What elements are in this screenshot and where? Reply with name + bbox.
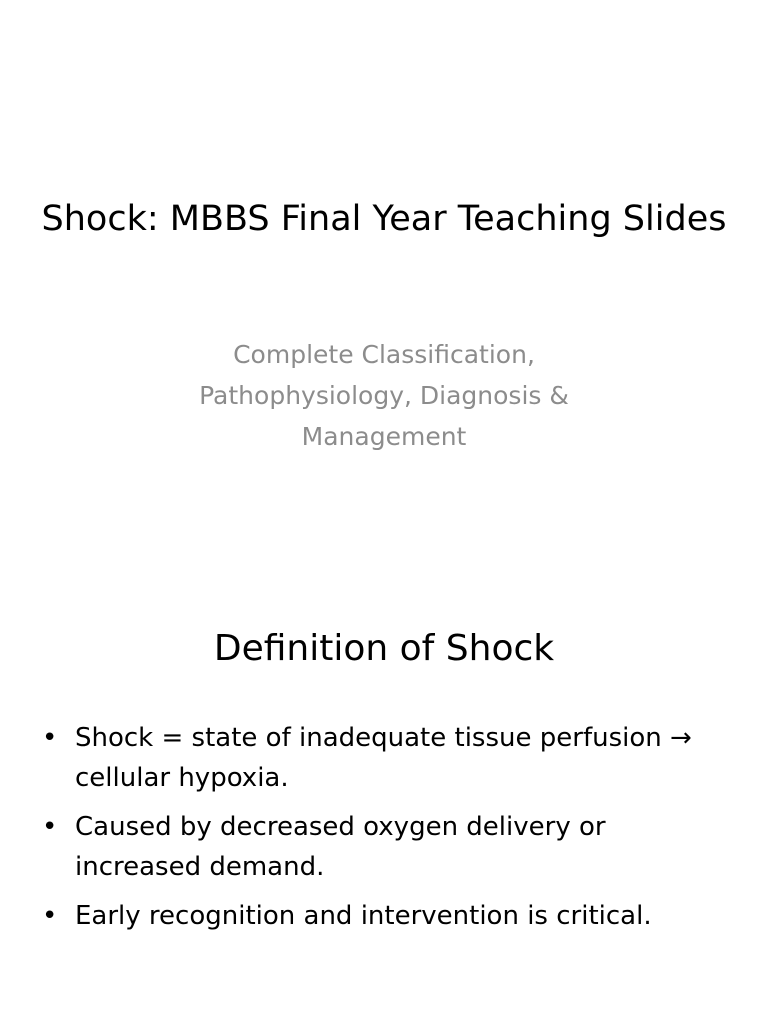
slide-title: Definition of Shock: [213, 628, 555, 669]
bullet-item: [38, 718, 728, 798]
bullet-text: Caused by decreased oxygen delivery or increased demand.: [75, 812, 606, 882]
definition-slide: [0, 512, 768, 1024]
bullet-icon: •: [42, 901, 58, 931]
bullet-item: [38, 896, 728, 936]
bullet-text: Shock = state of inadequate tissue perfusion → cellular hypoxia.: [75, 723, 692, 793]
presentation-subtitle: Complete Classification, Pathophysiology, Diagnosis & Management: [199, 340, 569, 451]
bullet-icon: •: [42, 812, 58, 842]
bullet-text: Early recognition and intervention is critical.: [75, 901, 652, 931]
bullet-item: [38, 807, 728, 887]
presentation-title: Shock: MBBS Final Year Teaching Slides: [41, 199, 727, 239]
bullet-list: [38, 718, 728, 945]
bullet-icon: •: [42, 723, 58, 753]
